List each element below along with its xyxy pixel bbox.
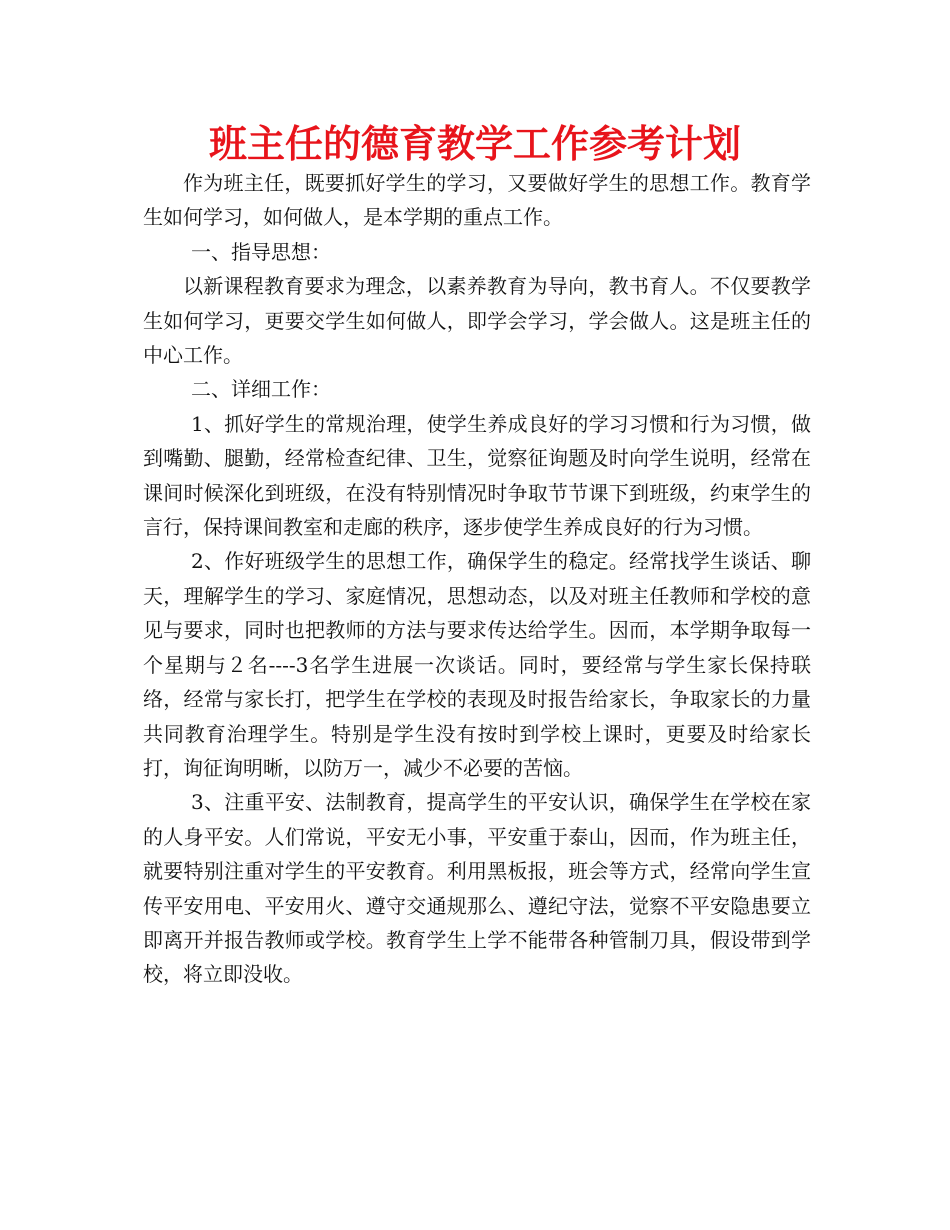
intro-paragraph: 作为班主任，既要抓好学生的学习，又要做好学生的思想工作。教育学生如何学习，如何做人，是本学期的重点工作。 — [143, 171, 811, 230]
section-heading-guiding-thought: 一、指导思想： — [191, 239, 331, 264]
work-item-2-paragraph: 2、作好班级学生的思想工作，确保学生的稳定。经常找学生谈话、聊天，理解学生的学习、家庭情况，思想动态，以及对班主任教师和学校的意见与要求，同时也把教师的方法与要求传达给学生。因而，本学期争取每一个星期与２名----3名学生进展一次谈话。同时，要经常与学生家长保持联络，经常与家长打，把学生在学校的表现及时报告给家长，争取家长的力量共同教育治理学生。特别是学生没有按时到学校上课时，更要及时给家长打，询征询明晰，以防万一，减少不必要的苦恼。 — [143, 549, 811, 780]
document-body — [143, 166, 811, 992]
work-item-3-paragraph: 3、注重平安、法制教育，提高学生的平安认识，确保学生在学校在家的人身平安。人们常说，平安无小事，平安重于泰山，因而，作为班主任，就要特别注重对学生的平安教育。利用黑板报，班会等方式，经常向学生宣传平安用电、平安用火、遵守交通规那么、遵纪守法，觉察不平安隐患要立即离开并报告教师或学校。教育学生上学不能带各种管制刀具，假设带到学校，将立即没收。 — [143, 790, 811, 987]
document-title: 班主任的德育教学工作参考计划 — [208, 122, 741, 166]
section-heading-detailed-work: 二、详细工作： — [191, 377, 331, 402]
work-item-1-paragraph: 1、抓好学生的常规治理，使学生养成良好的学习习惯和行为习惯，做到嘴勤、腿勤，经常检查纪律、卫生，觉察征询题及时向学生说明，经常在课间时候深化到班级，在没有特别情况时争取节节课下到班级，约束学生的言行，保持课间教室和走廊的秩序，逐步使学生养成良好的行为习惯。 — [143, 411, 811, 540]
guiding-thought-paragraph: 以新课程教育要求为理念，以素养教育为导向，教书育人。不仅要教学生如何学习，更要交学生如何做人，即学会学习，学会做人。这是班主任的中心工作。 — [143, 274, 811, 368]
